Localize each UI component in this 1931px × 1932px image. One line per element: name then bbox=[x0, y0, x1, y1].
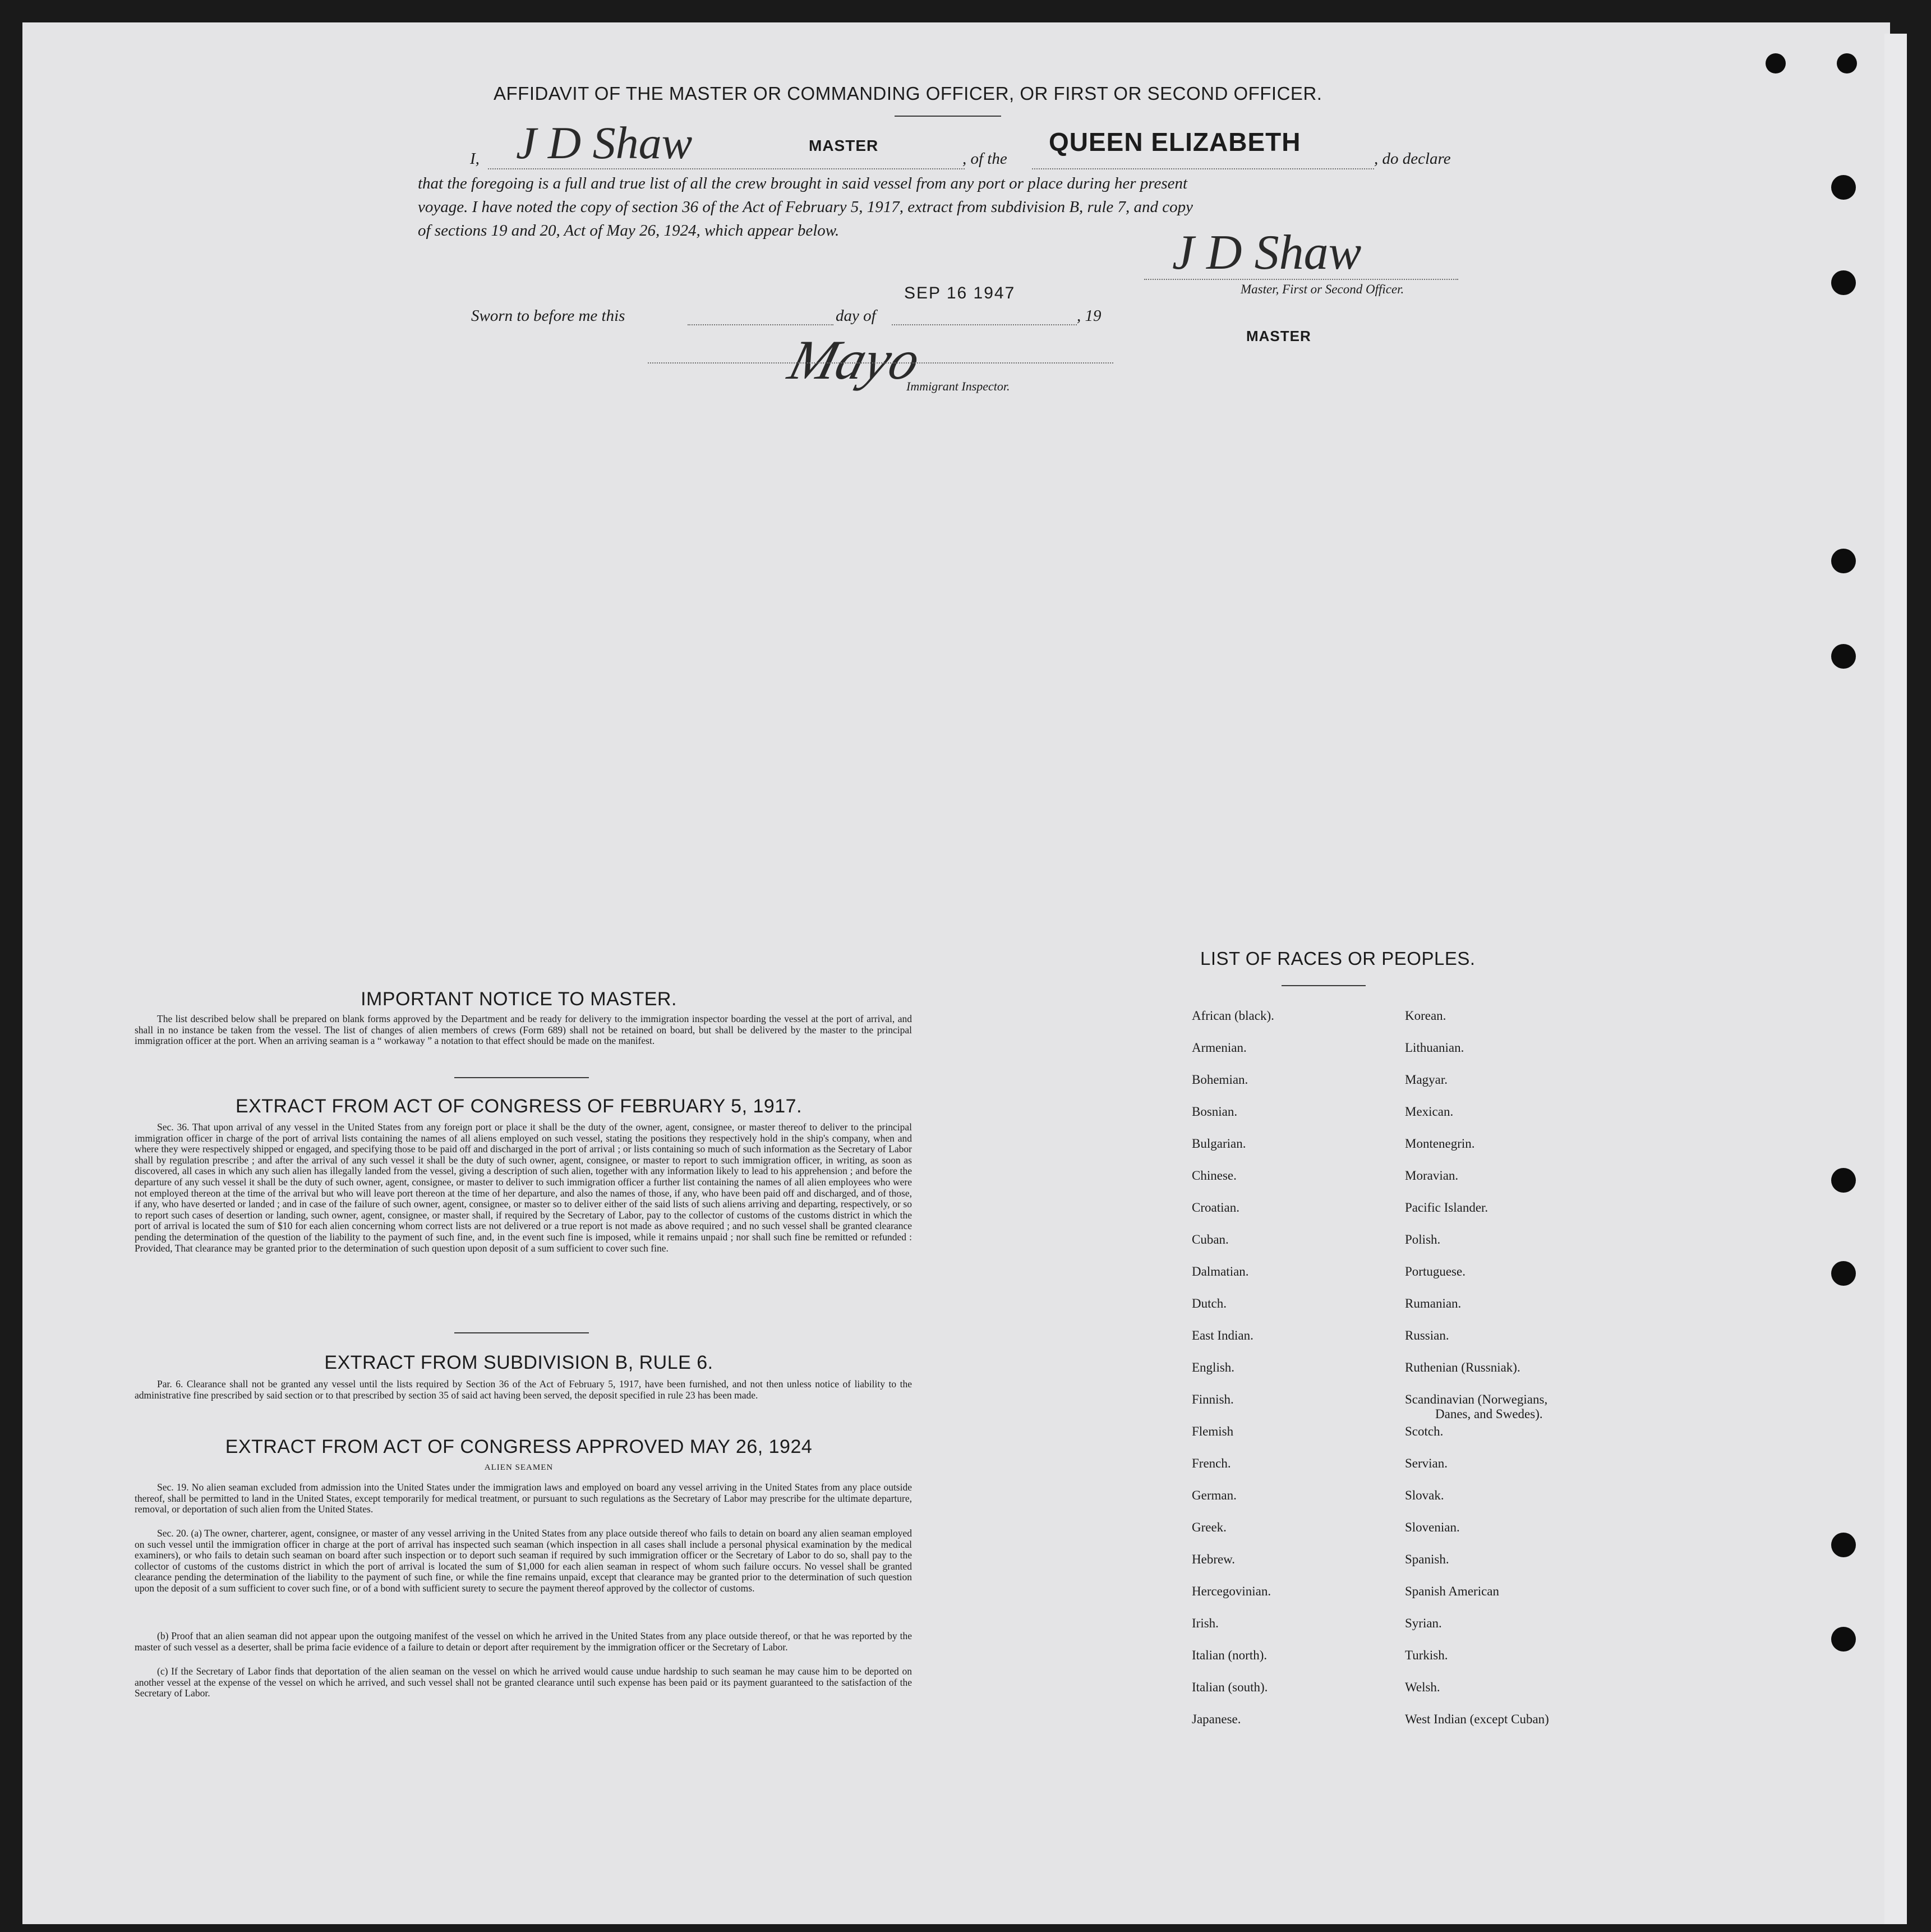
race-item: Polish. bbox=[1405, 1232, 1441, 1246]
sworn-month-line bbox=[892, 324, 1077, 325]
punch-hole bbox=[1831, 175, 1856, 200]
affidavit-i-label: I, bbox=[470, 150, 480, 168]
race-item: Italian (north). bbox=[1192, 1648, 1268, 1662]
race-item: French. bbox=[1192, 1456, 1231, 1470]
sec-20a-text: Sec. 20. (a) The owner, charterer, agent, consignee, or master of any vessel arriving in the United States from any place outside thereof who fails to detain on board any alien seaman employed on such vessel until the immigration officer in charge at the port of arrival has inspected such seaman (which inspection in all cases shall include a personal physical examination by the medical examiners), or who fails to detain such seaman on board after such inspection or to deport such seaman if required by such immigration officer or the Secretary of Labor to do so, shall pay to the collector of customs of the customs district in which the port of arrival is located the sum of $1,000 for each alien seaman in respect of whom such failure occurs. No vessel shall be granted clearance pending the determination of the liability to the payment of such fine, or while the fine remains unpaid, except that clearance may be granted prior to the determination of such question upon the deposit of a sum sufficient to cover such fine, or of a bond with sufficient surety to secure the payment thereof approved by the collector of customs. bbox=[135, 1528, 912, 1594]
sec-20c-text: (c) If the Secretary of Labor finds that deportation of the alien seaman on the vessel on which he arrived would cause undue hardship to such seaman he may cause him to be deported on another vessel at the expense of the vessel on which he arrived, and such vessel shall not be granted clearance until such expense has been paid or its payment guaranteed to the satisfaction of the Secretary of Labor. bbox=[135, 1666, 912, 1699]
day-of-label: day of bbox=[836, 307, 876, 325]
punch-hole bbox=[1837, 53, 1857, 73]
section-divider bbox=[454, 1077, 589, 1078]
section-divider bbox=[454, 1332, 589, 1333]
master-stamp: MASTER bbox=[1246, 328, 1311, 344]
of-the-label: , of the bbox=[962, 150, 1007, 168]
punch-hole bbox=[1831, 1261, 1856, 1286]
race-item: Croatian. bbox=[1192, 1200, 1239, 1215]
inspector-signature-line bbox=[648, 362, 1113, 364]
race-item: Scotch. bbox=[1405, 1424, 1444, 1438]
rank-stamp: MASTER bbox=[809, 137, 879, 154]
race-item: Lithuanian. bbox=[1405, 1041, 1464, 1055]
race-item: Slovenian. bbox=[1405, 1520, 1460, 1534]
race-item: Flemish bbox=[1192, 1424, 1234, 1438]
race-item: Turkish. bbox=[1405, 1648, 1448, 1662]
race-item: Syrian. bbox=[1405, 1616, 1442, 1630]
race-item: English. bbox=[1192, 1360, 1235, 1374]
sworn-label: Sworn to before me this bbox=[471, 307, 625, 325]
race-item: Pacific Islander. bbox=[1405, 1200, 1488, 1215]
subdivision-b-body: Par. 6. Clearance shall not be granted any vessel until the lists required by Section 36 of the Act of February 5, 1917, have been furnished, and not then unless notice of liability to the administrative fine prescribed by said section or to that prescribed by section 35 of said act having been served, the deposit specified in rule 23 has been made. bbox=[135, 1378, 912, 1401]
alien-seamen-subtitle: ALIEN SEAMEN bbox=[484, 1463, 554, 1472]
race-item: Dalmatian. bbox=[1192, 1264, 1249, 1278]
race-item: Russian. bbox=[1405, 1328, 1449, 1342]
race-item: Magyar. bbox=[1405, 1073, 1448, 1087]
race-item: Italian (south). bbox=[1192, 1680, 1268, 1694]
race-item: Spanish American bbox=[1405, 1584, 1499, 1598]
subdivision-b-heading: EXTRACT FROM SUBDIVISION B, RULE 6. bbox=[324, 1352, 713, 1373]
race-item: West Indian (except Cuban) bbox=[1405, 1712, 1549, 1726]
race-item: Servian. bbox=[1405, 1456, 1448, 1470]
punch-hole bbox=[1831, 1168, 1856, 1193]
race-item: Portuguese. bbox=[1405, 1264, 1465, 1278]
notice-body: The list described below shall be prepared on blank forms approved by the Department and be ready for delivery to the immigration inspector boarding the vessel at the port of arrival, and shall in no instance be taken from the vessel. The list of changes of alien members of crews (Form 689) shall not be retained on board, but shall be delivered by the master to the principal immigration officer at the port. When an arriving seaman is a “ workaway ” a notation to that effect should be made on the manifest. bbox=[135, 1013, 912, 1047]
vessel-fill-line bbox=[1032, 168, 1374, 169]
race-item: Rumanian. bbox=[1405, 1296, 1462, 1310]
race-item: Slovak. bbox=[1405, 1488, 1444, 1502]
punch-hole bbox=[1831, 549, 1856, 573]
race-item: African (black). bbox=[1192, 1009, 1274, 1023]
master-signature: J D Shaw bbox=[516, 117, 693, 168]
punch-hole bbox=[1766, 53, 1786, 73]
race-item: Welsh. bbox=[1405, 1680, 1440, 1694]
race-item: East Indian. bbox=[1192, 1328, 1253, 1342]
race-item: Irish. bbox=[1192, 1616, 1219, 1630]
races-rule bbox=[1282, 985, 1366, 986]
affidavit-title: AFFIDAVIT OF THE MASTER OR COMMANDING OFFICER, OR FIRST OR SECOND OFFICER. bbox=[494, 83, 1322, 104]
race-item: Hebrew. bbox=[1192, 1552, 1236, 1566]
officer-caption: Master, First or Second Officer. bbox=[1241, 282, 1404, 296]
year-label: , 19 bbox=[1077, 307, 1102, 325]
race-item: Ruthenian (Russniak). bbox=[1405, 1360, 1520, 1374]
race-item: German. bbox=[1192, 1488, 1237, 1502]
race-item: Greek. bbox=[1192, 1520, 1227, 1534]
title-rule bbox=[895, 116, 1001, 117]
sec-19-text: Sec. 19. No alien seaman excluded from admission into the United States under the immigration laws and employed on board any vessel arriving in the United States from any place outside thereof, shall be permitted to land in the United States, except temporarily for medical treatment, or pursuant to such regulations as the Secretary of Labor may prescribe for the ultimate departure, removal, or deportation of such alien from the United States. bbox=[135, 1482, 912, 1515]
race-item-continuation: Danes, and Swedes). bbox=[1435, 1407, 1543, 1421]
race-item: Cuban. bbox=[1192, 1232, 1229, 1246]
races-heading: LIST OF RACES OR PEOPLES. bbox=[1200, 948, 1476, 969]
extract-1917-heading: EXTRACT FROM ACT OF CONGRESS OF FEBRUARY 5, 1917. bbox=[235, 1096, 803, 1117]
date-stamp: SEP 16 1947 bbox=[904, 284, 1016, 302]
vessel-name-stamp: QUEEN ELIZABETH bbox=[1049, 127, 1301, 157]
punch-hole bbox=[1831, 644, 1856, 669]
do-declare-label: , do declare bbox=[1374, 150, 1451, 168]
sec-20b-text: (b) Proof that an alien seaman did not appear upon the outgoing manifest of the vessel on which he arrived in the United States from any place outside thereof, or that he was reported by the master of such vessel as a deserter, shall be prima facie evidence of a failure to detain or deport after requirement by the immigration officer or the Secretary of Labor. bbox=[135, 1630, 912, 1653]
punch-hole bbox=[1831, 1627, 1856, 1652]
race-item: Bohemian. bbox=[1192, 1073, 1248, 1087]
officer-signature-line bbox=[1144, 279, 1458, 280]
race-item: Moravian. bbox=[1405, 1169, 1459, 1183]
affidavit-text-line: that the foregoing is a full and true list of all the crew brought in said vessel from any port or place during her present bbox=[418, 174, 1188, 192]
race-item: Scandinavian (Norwegians, bbox=[1405, 1392, 1548, 1406]
race-item: Chinese. bbox=[1192, 1169, 1237, 1183]
race-item: Bulgarian. bbox=[1192, 1137, 1246, 1151]
punch-hole bbox=[1831, 1533, 1856, 1557]
affidavit-text-line: voyage. I have noted the copy of section 36 of the Act of February 5, 1917, extract from subdivision B, rule 7, and copy bbox=[418, 198, 1193, 216]
race-item: Mexican. bbox=[1405, 1105, 1454, 1119]
race-item: Dutch. bbox=[1192, 1296, 1227, 1310]
sworn-day-line bbox=[688, 324, 833, 325]
page-edge bbox=[1884, 34, 1907, 1924]
inspector-signature: Mayo bbox=[782, 329, 927, 391]
notice-heading: IMPORTANT NOTICE TO MASTER. bbox=[361, 988, 677, 1010]
race-item: Bosnian. bbox=[1192, 1105, 1238, 1119]
extract-1917-body: Sec. 36. That upon arrival of any vessel in the United States from any foreign port or place it shall be the duty of the owner, agent, consignee, or master thereof to deliver to the principal immigration officer in charge of the port of arrival lists containing the names of all aliens employed on such vessel, stating the positions they respectively hold in the ship's company, when and where they were respectively shipped or engaged, and specifying those to be paid off and discharged in the port of arrival ; or lists containing so much of such information as the Secretary of Labor shall by regulation prescribe ; and after the arrival of any such vessel it shall be the duty of such owner, agent, consignee, or master to report to such immigration officer, in writing, as soon as discovered, all cases in which any such alien has illegally landed from the vessel, giving a description of such alien, together with any information likely to lead to his apprehension ; and before the departure of any such vessel it shall be the duty of such owner, agent, consignee, or master to deliver to such immigration officer a further list containing the names of all alien employees who were not employed thereon at the time of the arrival but who will leave port thereon at the time of her departure, and also the names of those, if any, who have been paid off and discharged, and of those, if any, who have deserted or landed ; and in case of the failure of such owner, agent, consignee, or master so to deliver either of the said lists of such aliens arriving and departing, respectively, or so to report such cases of desertion or landing, such owner, agent, consignee, or master shall, if required by the Secretary of Labor, pay to the collector of customs of the customs district in which the port of arrival is located the sum of $10 for each alien concerning whom correct lists are not delivered or a true report is not made as above required ; and no such vessel shall be granted clearance pending the determination of the question of the liability to the payment of such fine, and, in the event such fine is imposed, while it remains unpaid ; nor shall such fine be remitted or refunded : Provided, That clearance may be granted prior to the determination of such question upon deposit of a sum sufficient to cover such fine. bbox=[135, 1121, 912, 1254]
race-item: Korean. bbox=[1405, 1009, 1446, 1023]
race-item: Spanish. bbox=[1405, 1552, 1449, 1566]
punch-hole bbox=[1831, 270, 1856, 295]
extract-1924-heading: EXTRACT FROM ACT OF CONGRESS APPROVED MAY 26, 1924 bbox=[225, 1436, 813, 1457]
race-item: Finnish. bbox=[1192, 1392, 1234, 1406]
race-item: Montenegrin. bbox=[1405, 1137, 1475, 1151]
race-item: Hercegovinian. bbox=[1192, 1584, 1271, 1598]
race-item: Armenian. bbox=[1192, 1041, 1247, 1055]
race-item: Japanese. bbox=[1192, 1712, 1241, 1726]
affidavit-text-line: of sections 19 and 20, Act of May 26, 1924, which appear below. bbox=[418, 222, 840, 240]
inspector-caption: Immigrant Inspector. bbox=[906, 379, 1010, 393]
officer-signature: J D Shaw bbox=[1172, 226, 1362, 280]
